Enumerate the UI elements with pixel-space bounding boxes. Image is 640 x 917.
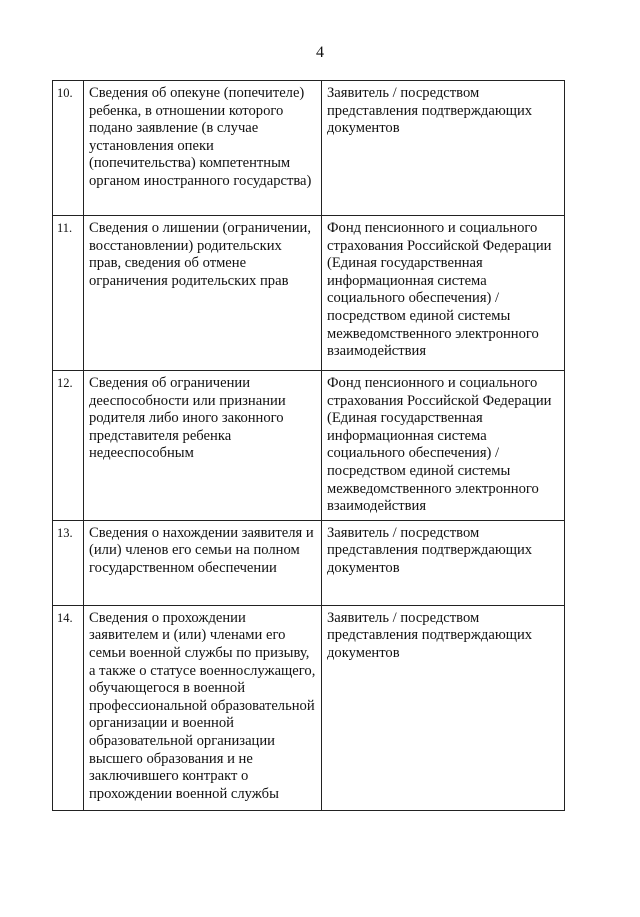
table-row (53, 216, 565, 371)
source-cell: Заявитель / посредством представления подтверждающих документов (322, 81, 565, 216)
row-number: 12. (53, 371, 84, 521)
table-row (53, 520, 565, 605)
info-cell: Сведения о лишении (ограничении, восстановлении) родительских прав, сведения об отмене ограничения родительских прав (84, 216, 322, 371)
info-cell: Сведения об ограничении дееспособности или признании родителя либо иного законного представителя ребенка недееспособным (84, 371, 322, 521)
source-cell: Заявитель / посредством представления подтверждающих документов (322, 605, 565, 810)
table-row (53, 605, 565, 810)
table-row (53, 81, 565, 216)
table-row (53, 371, 565, 521)
info-cell: Сведения о нахождении заявителя и (или) членов его семьи на полном государственном обеспечении (84, 520, 322, 605)
source-cell: Фонд пенсионного и социального страхования Российской Федерации (Единая государственная информационная система социального обеспечения) / посредством единой системы межведомственного электронного взаимодействия (322, 371, 565, 521)
row-number: 13. (53, 520, 84, 605)
info-cell: Сведения о прохождении заявителем и (или) членами его семьи военной службы по призыву, а также о статусе военнослужащего, обучающегося в военной профессиональной образовательной организации и военной образовательной организации высшего образования и не заключившего контракт о прохождении военной службы (84, 605, 322, 810)
row-number: 10. (53, 81, 84, 216)
row-number: 11. (53, 216, 84, 371)
row-number: 14. (53, 605, 84, 810)
requirements-table (52, 80, 565, 811)
info-cell: Сведения об опекуне (попечителе) ребенка, в отношении которого подано заявление (в случае установления опеки (попечительства) компетентным органом иностранного государства) (84, 81, 322, 216)
source-cell: Заявитель / посредством представления подтверждающих документов (322, 520, 565, 605)
source-cell: Фонд пенсионного и социального страхования Российской Федерации (Единая государственная информационная система социального обеспечения) / посредством единой системы межведомственного электронного взаимодействия (322, 216, 565, 371)
page-number: 4 (316, 44, 324, 61)
